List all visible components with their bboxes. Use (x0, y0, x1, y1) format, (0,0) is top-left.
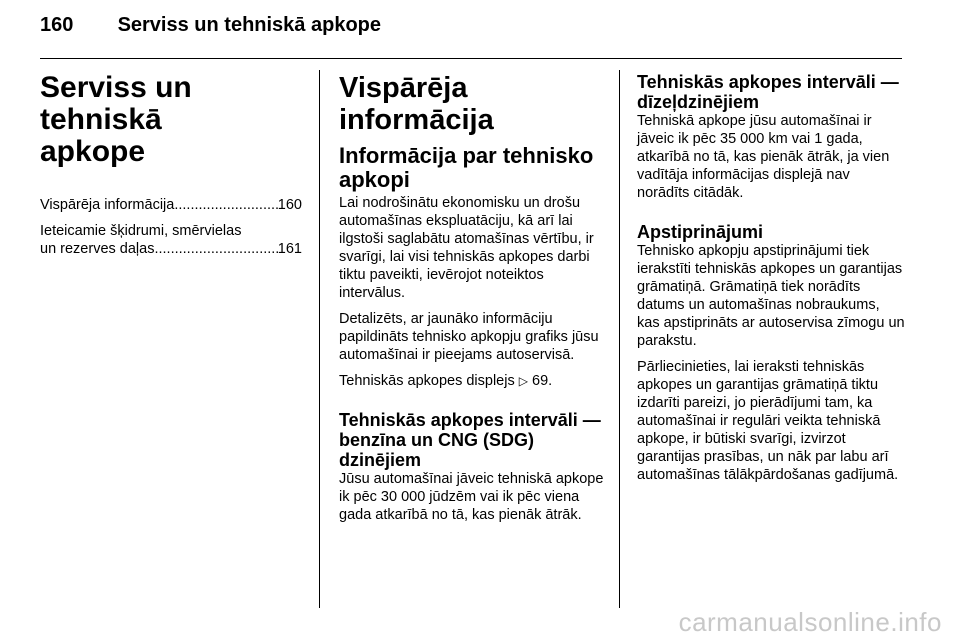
toc-entry-text-line1: Ieteicamie šķidrumi, smērvielas (40, 223, 242, 239)
column-diesel-intervals (637, 72, 905, 492)
subsection-heading-petrol-intervals: Tehniskās apkopes intervāli — benzīna un CNG (SDG) dzinējiem (339, 410, 601, 470)
reference-arrow-icon: ▷ (518, 374, 528, 388)
paragraph: Pārliecinieties, lai ieraksti tehniskās apkopes un garantijas grāmatiņā tiktu izdarīti pareizi, jo pierādījumi tam, ka automašīnai ir regulāri veikta tehniskā apkope, ir būtiski svarīgi, izvirzot garantijas prasības, un nāk par labu arī automašīnas tālākpārdošanas gadījumā. (637, 359, 899, 483)
chapter-title: Serviss un tehniskā apkope (117, 14, 381, 36)
column-divider-2 (619, 70, 620, 608)
toc-entry-general-info[interactable] (40, 196, 302, 214)
section-heading-general: Vispārēja informācija (339, 72, 494, 136)
cross-reference[interactable]: Tehniskās apkopes displejs ▷ 69. (339, 373, 553, 389)
paragraph: Tehnisko apkopju apstiprinājumi tiek ierakstīti tehniskās apkopes un garantijas grāmatiņā. Grāmatiņā tiek norādīts datums un automašīnas nobraukums, kas apstiprināts ar autoservisa zīmogu un parakstu. (637, 243, 905, 349)
header-divider (40, 58, 902, 59)
toc-leader-dots (154, 240, 277, 258)
paragraph: Tehniskā apkope jūsu automašīnai ir jāveic ik pēc 35 000 km vai 1 gada, atkarībā no tā, kas pienāk ātrāk, ja vien vadītāja informācijas displejā nav norādīts citādāk. (637, 113, 890, 201)
toc-entry-page: 160 (277, 197, 302, 213)
subsection-heading-confirmations: Apstiprinājumi (637, 222, 764, 242)
paragraph: Detalizēts, ar jaunāko informāciju papildināts tehnisko apkopju grafiks jūsu automašīnai ir pieejams autoservisā. (339, 311, 599, 363)
subsection-heading-diesel-intervals: Tehniskās apkopes intervāli — dīzeļdzinējiem (637, 72, 899, 112)
chapter-heading: Serviss un tehniskā apkope (40, 71, 192, 168)
watermark-text: carmanualsonline.info (678, 607, 942, 637)
column-toc (40, 72, 302, 266)
subsection-heading-maintenance-info: Informācija par tehnisko apkopi (339, 143, 594, 192)
column-divider-1 (319, 70, 320, 608)
page-number: 160 (40, 14, 74, 36)
toc-entry-fluids[interactable] (40, 222, 302, 258)
paragraph: Jūsu automašīnai jāveic tehniskā apkope ik pēc 30 000 jūdzēm vai ik pēc viena gada atkarībā no tā, kas pienāk ātrāk. (339, 471, 604, 523)
toc-entry-page: 161 (277, 241, 302, 257)
toc-leader-dots (174, 196, 277, 214)
toc-entry-text: Vispārēja informācija (40, 197, 175, 213)
paragraph: Lai nodrošinātu ekonomisku un drošu automašīnas ekspluatāciju, kā arī lai ilgstoši saglabātu atomašīnas vērtību, ir svarīgi, lai visi tehniskās apkopes darbi tiktu paveikti, ievērojot noteiktos intervālus. (339, 195, 594, 301)
column-general-info (339, 72, 607, 532)
toc-entry-text-line2: un rezerves daļas (40, 241, 155, 257)
page-header (40, 14, 381, 37)
